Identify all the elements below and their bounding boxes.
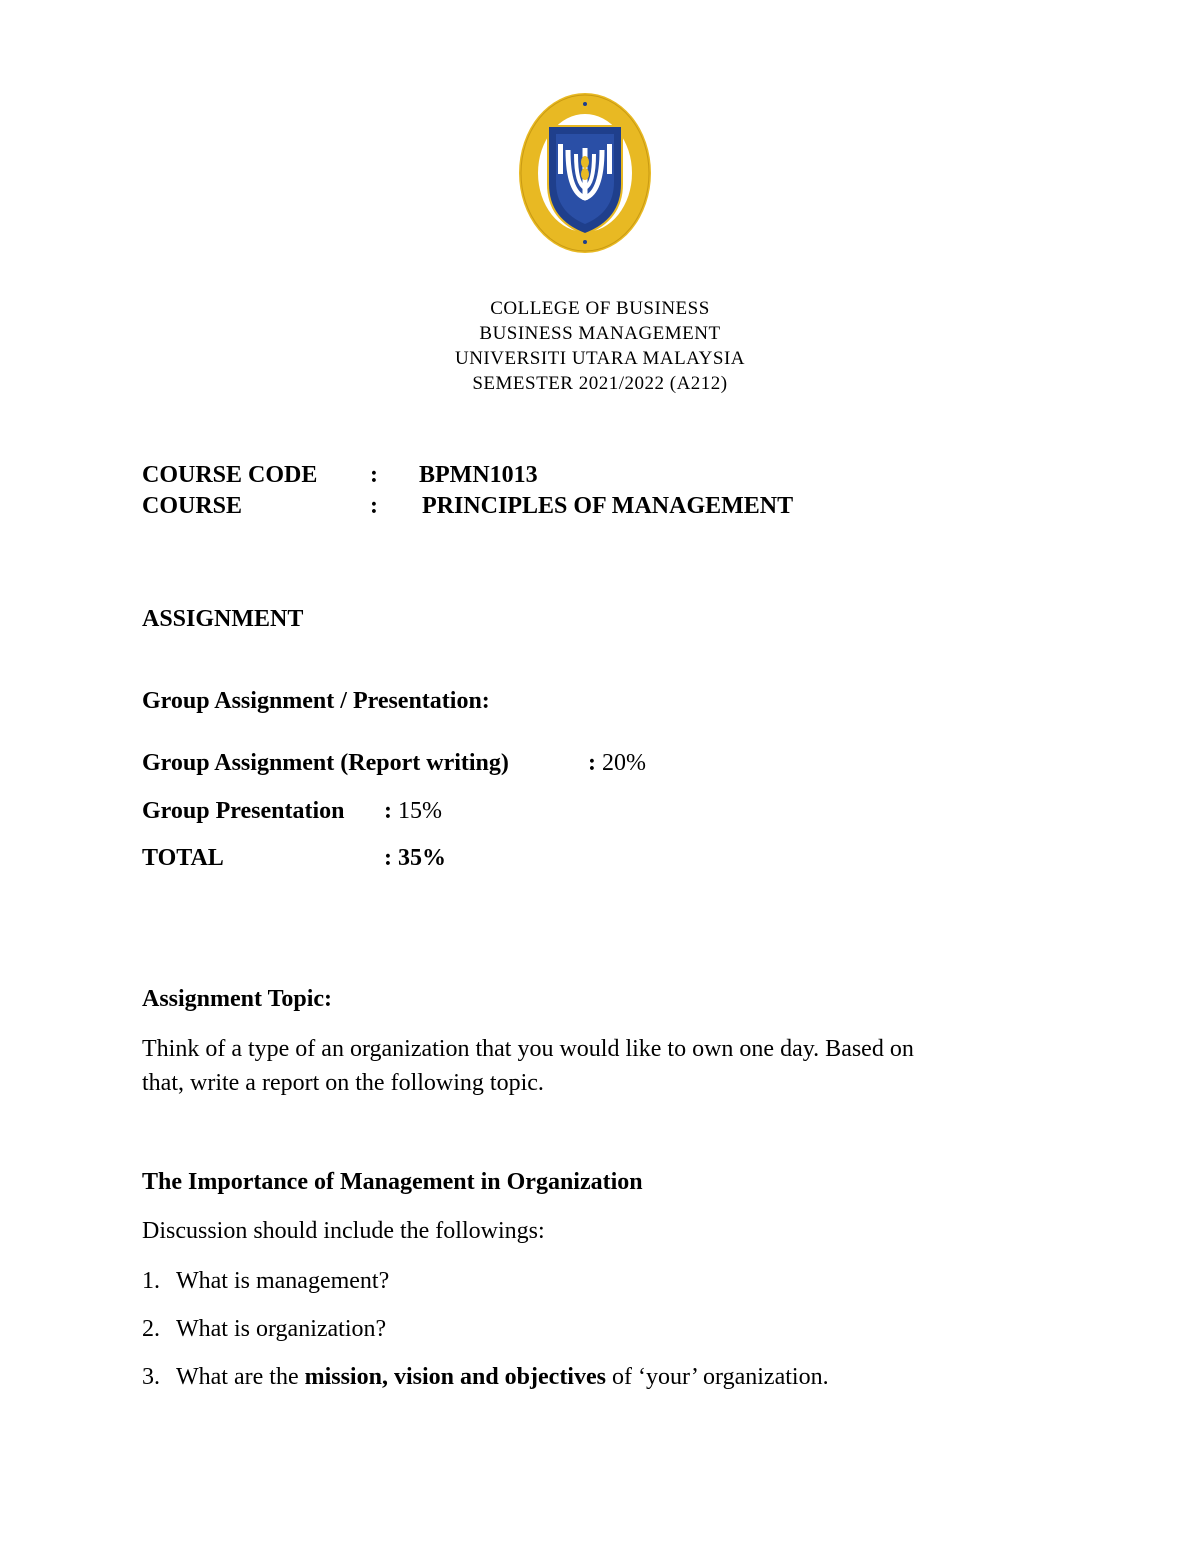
course-name-colon: : [370, 493, 378, 519]
weight-label-report: Group Assignment (Report writing) [142, 750, 509, 776]
document-header [0, 296, 1200, 396]
topic-body-line-2: that, write a report on the following topic. [142, 1070, 544, 1096]
weight-value-presentation-text: 15% [392, 798, 442, 824]
weight-value-presentation: : 15% [384, 798, 442, 824]
list-item-text: What is management? [176, 1268, 390, 1294]
semester-info: SEMESTER 2021/2022 (A212) [472, 373, 728, 394]
college-name: COLLEGE OF BUSINESS [490, 298, 710, 319]
university-name: UNIVERSITI UTARA MALAYSIA [454, 348, 745, 369]
list-item-text [176, 1362, 829, 1392]
weight-label-total: TOTAL [142, 845, 224, 871]
course-name-value: PRINCIPLES OF MANAGEMENT [422, 493, 794, 519]
course-code-value: BPMN1013 [419, 462, 538, 488]
weight-value-report-text: 20% [596, 750, 646, 776]
program-name: BUSINESS MANAGEMENT [479, 323, 721, 344]
uum-crest-logo-icon [518, 92, 652, 254]
list-item-text-after: of ‘your’ organization. [605, 1364, 829, 1390]
topic-heading: Assignment Topic: [142, 986, 333, 1012]
list-item-text-bold: mission, vision and objectives [304, 1364, 606, 1390]
course-code-label: COURSE CODE [142, 462, 318, 488]
weight-label-presentation: Group Presentation [142, 798, 345, 824]
course-code-colon: : [370, 462, 378, 488]
list-item-number: 1. [142, 1268, 160, 1294]
list-item-number: 2. [142, 1316, 160, 1342]
course-name-label: COURSE [142, 493, 243, 519]
list-item-number: 3. [142, 1364, 160, 1390]
topic-intro: Discussion should include the followings: [142, 1218, 545, 1244]
topic-title: The Importance of Management in Organization [142, 1169, 643, 1195]
list-item-text: What is organization? [176, 1316, 387, 1342]
weight-value-report: : 20% [588, 750, 646, 776]
list-item-text-before: What are the [176, 1364, 305, 1390]
assignment-heading: ASSIGNMENT [142, 606, 304, 632]
assignment-subheading: Group Assignment / Presentation: [142, 688, 490, 714]
topic-body-line-1: Think of a type of an organization that you would like to own one day. Based on [142, 1036, 914, 1062]
weight-value-total: : 35% [384, 845, 446, 871]
